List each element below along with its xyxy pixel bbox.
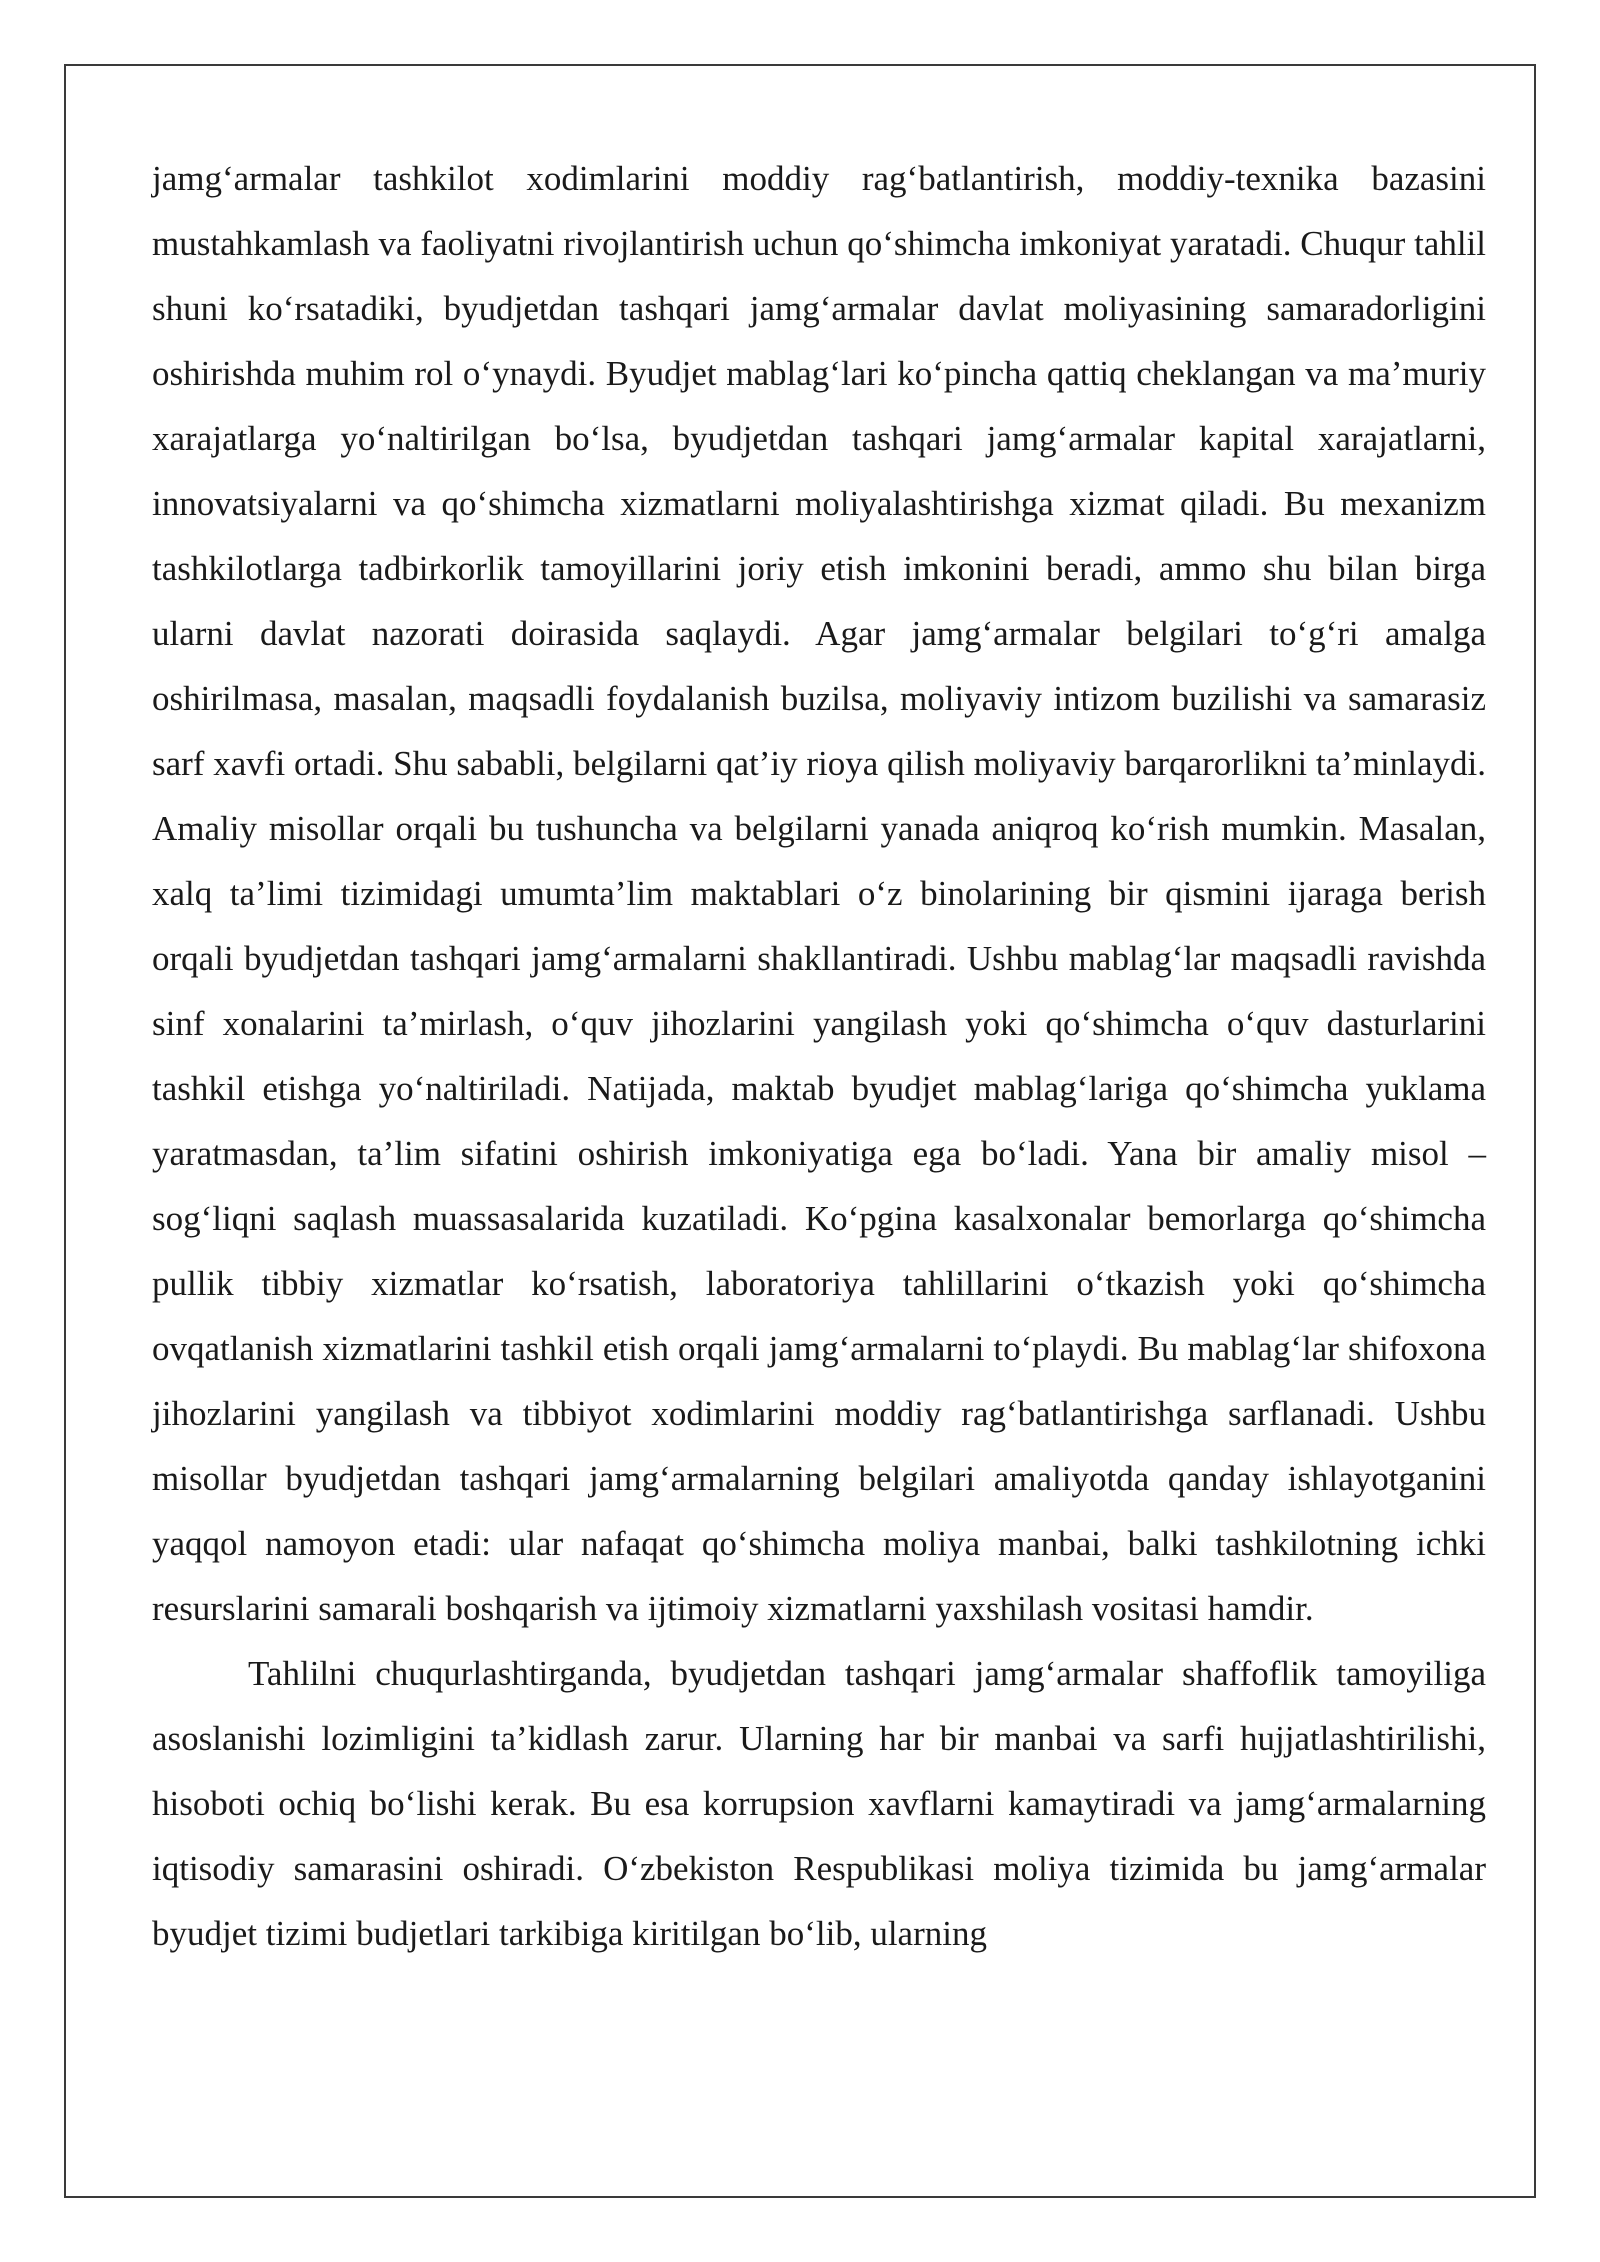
document-body (152, 146, 1486, 1966)
paragraph-continuation: jamg‘armalar tashkilot xodimlarini moddiy rag‘batlantirish, moddiy-texnika bazasini mustahkamlash va faoliyatni rivojlantirish uchun qo‘shimcha imkoniyat yaratadi. Chuqur tahlil shuni ko‘rsatadiki, byudjetdan tashqari jamg‘armalar davlat moliyasining samaradorligini oshirishda muhim rol o‘ynaydi. Byudjet mablag‘lari ko‘pincha qattiq cheklangan va ma’muriy xarajatlarga yo‘naltirilgan bo‘lsa, byudjetdan tashqari jamg‘armalar kapital xarajatlarni, innovatsiyalarni va qo‘shimcha xizmatlarni moliyalashtirishga xizmat qiladi. Bu mexanizm tashkilotlarga tadbirkorlik tamoyillarini joriy etish imkonini beradi, ammo shu bilan birga ularni davlat nazorati doirasida saqlaydi. Agar jamg‘armalar belgilari to‘g‘ri amalga oshirilmasa, masalan, maqsadli foydalanish buzilsa, moliyaviy intizom buzilishi va samarasiz sarf xavfi ortadi. Shu sababli, belgilarni qat’iy rioya qilish moliyaviy barqarorlikni ta’minlaydi. Amaliy misollar orqali bu tushuncha va belgilarni yanada aniqroq ko‘rish mumkin. Masalan, xalq ta’limi tizimidagi umumta’lim maktablari o‘z binolarining bir qismini ijaraga berish orqali byudjetdan tashqari jamg‘armalarni shakllantiradi. Ushbu mablag‘lar maqsadli ravishda sinf xonalarini ta’mirlash, o‘quv jihozlarini yangilash yoki qo‘shimcha o‘quv dasturlarini tashkil etishga yo‘naltiriladi. Natijada, maktab byudjet mablag‘lariga qo‘shimcha yuklama yaratmasdan, ta’lim sifatini oshirish imkoniyatiga ega bo‘ladi. Yana bir amaliy misol – sog‘liqni saqlash muassasalarida kuzatiladi. Ko‘pgina kasalxonalar bemorlarga qo‘shimcha pullik tibbiy xizmatlar ko‘rsatish, laboratoriya tahlillarini o‘tkazish yoki qo‘shimcha ovqatlanish xizmatlarini tashkil etish orqali jamg‘armalarni to‘playdi. Bu mablag‘lar shifoxona jihozlarini yangilash va tibbiyot xodimlarini moddiy rag‘batlantirishga sarflanadi. Ushbu misollar byudjetdan tashqari jamg‘armalarning belgilari amaliyotda qanday ishlayotganini yaqqol namoyon etadi: ular nafaqat qo‘shimcha moliya manbai, balki tashkilotning ichki resurslarini samarali boshqarish va ijtimoiy xizmatlarni yaxshilash vositasi hamdir. (152, 159, 1486, 1628)
paragraph-analysis: Tahlilni chuqurlashtirganda, byudjetdan tashqari jamg‘armalar shaffoflik tamoyiliga asoslanishi lozimligini ta’kidlash zarur. Ularning har bir manbai va sarfi hujjatlashtirilishi, hisoboti ochiq bo‘lishi kerak. Bu esa korrupsion xavflarni kamaytiradi va jamg‘armalarning iqtisodiy samarasini oshiradi. O‘zbekiston Respublikasi moliya tizimida bu jamg‘armalar byudjet tizimi budjetlari tarkibiga kiritilgan bo‘lib, ularning (152, 1654, 1486, 1953)
